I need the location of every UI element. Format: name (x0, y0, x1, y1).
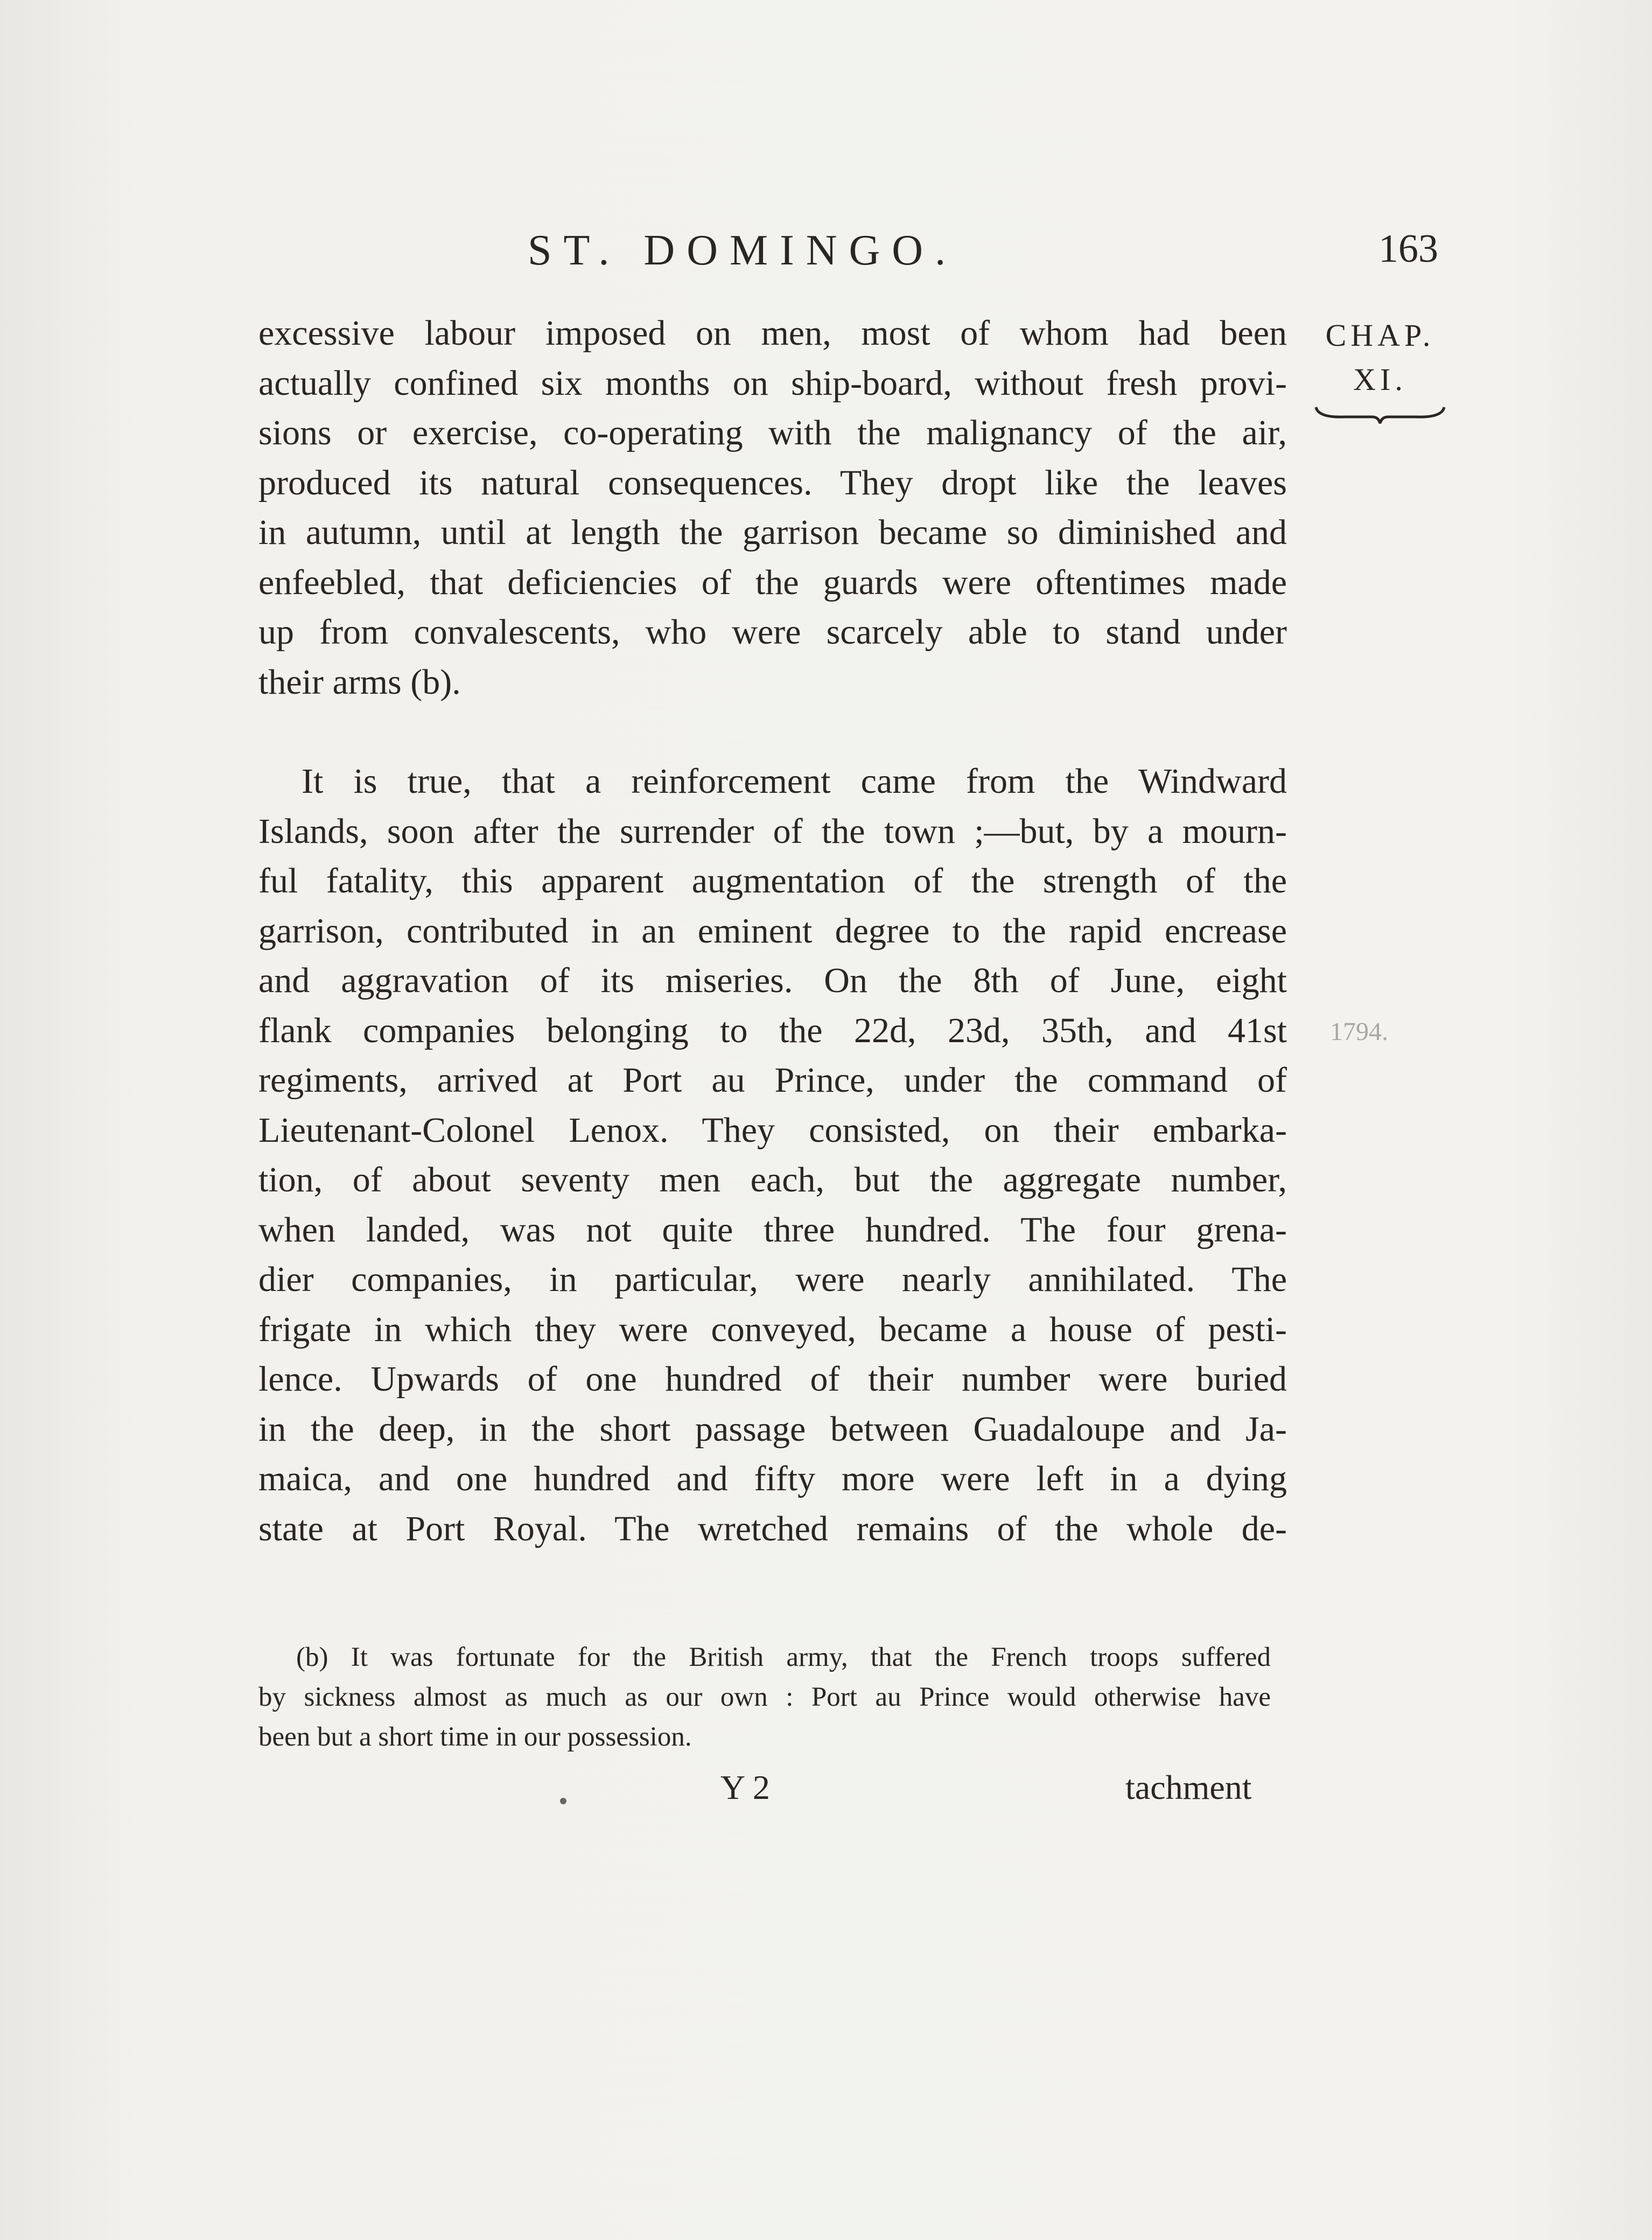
text-line: enfeebled, that deficiencies of the guards were oftentimes made (258, 562, 1287, 602)
text-line: flank companies belonging to the 22d, 23d, 35th, and 41st (258, 1010, 1287, 1050)
chapter-label: CHAP. (1325, 318, 1435, 353)
running-title: ST. DOMINGO. (528, 227, 958, 274)
chapter-marginal-note (1307, 313, 1453, 425)
text-line: and aggravation of its miseries. On the 8th of June, eight (258, 961, 1287, 1000)
footnote-line: (b) It was fortunate for the British army, that the French troops suffered (296, 1642, 1271, 1672)
footnote-line: by sickness almost as much as our own : Port au Prince would otherwise have (258, 1682, 1271, 1712)
text-line: sions or exercise, co-operating with the malignancy of the air, (258, 413, 1287, 452)
footnote-line: been but a short time in our possession. (258, 1722, 692, 1752)
paragraph-gap (258, 707, 1287, 757)
text-line: produced its natural consequences. They dropt like the leaves (258, 463, 1287, 503)
chapter-number: XI. (1353, 362, 1407, 397)
text-line: frigate in which they were conveyed, became a house of pesti- (258, 1309, 1287, 1349)
margin-year-note: 1794. (1330, 1017, 1388, 1046)
curly-brace-icon (1313, 404, 1447, 425)
text-line: garrison, contributed in an eminent degree to the rapid encrease (258, 911, 1287, 951)
text-line: regiments, arrived at Port au Prince, under the command of (258, 1060, 1287, 1100)
footnote (258, 1637, 1271, 1757)
catchword: tachment (1125, 1768, 1252, 1806)
text-line: their arms (b). (258, 662, 461, 702)
text-line: excessive labour imposed on men, most of whom had been (258, 313, 1287, 353)
main-text (258, 309, 1287, 1554)
text-line: dier companies, in particular, were nearly annihilated. The (258, 1260, 1287, 1299)
text-line: up from convalescents, who were scarcely able to stand under (258, 612, 1287, 652)
text-line: state at Port Royal. The wretched remains of the whole de- (258, 1509, 1287, 1548)
text-line: lence. Upwards of one hundred of their number were buried (258, 1359, 1287, 1399)
text-line: in the deep, in the short passage between Guadaloupe and Ja- (258, 1409, 1287, 1449)
text-line: when landed, was not quite three hundred. The four grena- (258, 1210, 1287, 1250)
text-line: Islands, soon after the surrender of the town ;—but, by a mourn- (258, 811, 1287, 851)
text-line: maica, and one hundred and fifty more were left in a dying (258, 1459, 1287, 1498)
text-line: ful fatality, this apparent augmentation of the strength of the (258, 861, 1287, 901)
text-line: Lieutenant-Colonel Lenox. They consisted, on their embarka- (258, 1110, 1287, 1150)
text-line: in autumn, until at length the garrison became so diminished and (258, 513, 1287, 552)
ink-dot (560, 1798, 566, 1804)
text-line: actually confined six months on ship-board, without fresh provi- (258, 363, 1287, 403)
page-number: 163 (1378, 227, 1438, 271)
text-line: It is true, that a reinforcement came from the Windward (302, 762, 1287, 801)
text-line: tion, of about seventy men each, but the aggregate number, (258, 1160, 1287, 1199)
signature-mark: Y 2 (720, 1768, 770, 1806)
